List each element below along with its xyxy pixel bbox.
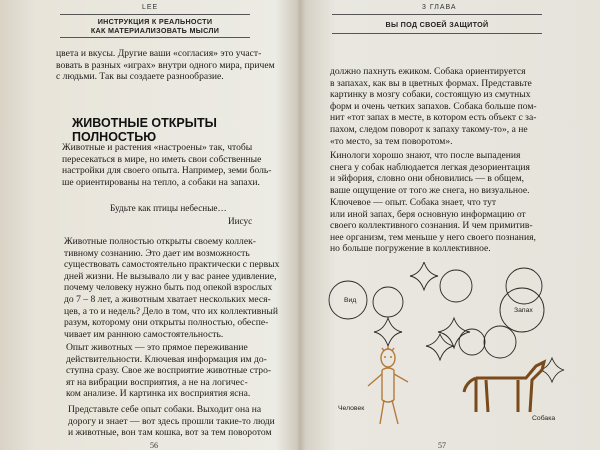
left-paragraph-1: [62, 142, 272, 188]
left-paragraph-4: [68, 404, 275, 439]
text-line: Опыт животных — это прямое переживание: [66, 342, 248, 353]
label-human: Человек: [338, 405, 365, 412]
text-line: с людьми. Так вы создаете разнообразие.: [56, 71, 224, 83]
text-line: но больше погружение в коллективное.: [330, 243, 491, 255]
shape-star: [426, 334, 454, 360]
text-line: и эйфория, словно они обновились — в общем,: [330, 173, 525, 185]
right-paragraph-3: [330, 197, 536, 255]
right-paragraph-1: [330, 66, 537, 147]
left-intro-paragraph: [56, 48, 275, 83]
dog-figure: [464, 362, 544, 412]
right-paragraph-2: [330, 150, 530, 196]
text-line: своего коллективного сознания. И чем примитив-: [330, 220, 533, 232]
text-line: форм и очень четких запахов. Собака больше пом-: [330, 100, 537, 112]
text-line: Кинологи хорошо знают, что после выпадения: [330, 150, 521, 161]
left-running-title-line: ИНСТРУКЦИЯ К РЕАЛЬНОСТИ: [97, 17, 213, 26]
text-line: существовать самостоятельно практически с первых: [64, 259, 280, 271]
text-line: и животные, вон там кошка, вот за тем поворотом: [68, 427, 272, 439]
text-line: картинку в мозгу собаки, состоящую из смутных: [330, 89, 531, 101]
text-line: Животные полностью открыты своему коллек-: [64, 236, 256, 247]
label-smell: Запах: [514, 307, 533, 314]
label-dog: Собака: [532, 415, 556, 422]
left-running-title: [50, 17, 260, 35]
perception-figure: [304, 262, 600, 442]
text-line: Животные и растения «настроены» так, чтобы: [62, 142, 253, 153]
text-line: цев, а то и недель? Дело в том, что их коллективный: [64, 305, 278, 317]
text-line: пересекаться в мире, но иметь свои собственные: [62, 153, 262, 165]
shape-circle: [459, 329, 485, 355]
shape-circle: [506, 268, 542, 304]
text-line: снега у собак наблюдается легкая дезориентация: [330, 161, 530, 173]
text-line: «то место, за тем поворотом».: [330, 135, 453, 147]
section-heading: ЖИВОТНЫЕ ОТКРЫТЫ ПОЛНОСТЬЮ: [72, 116, 217, 144]
left-header-rule: [60, 37, 250, 38]
shape-circle: [484, 326, 516, 358]
text-line: ят на вибрации восприятия, а не на логичес-: [66, 376, 248, 388]
text-line: ступна сразу. Свое же восприятие животные стро-: [66, 365, 272, 377]
text-line: должно пахнуть ежиком. Собака ориентируется: [330, 66, 526, 77]
right-page: [304, 0, 600, 450]
epigraph-author: Иисус: [228, 216, 253, 226]
left-paragraph-3: [66, 342, 271, 400]
text-line: нит «тот запах в месте, в котором есть объект с за-: [330, 112, 537, 124]
label-vision: Вид: [344, 297, 357, 304]
right-running-title: ВЫ ПОД СВОЕЙ ЗАЩИТОЙ: [385, 20, 489, 29]
text-line: почему человеку нужно быть под опекой взрослых: [64, 282, 273, 294]
epigraph: Будьте как птицы небесные…: [110, 203, 227, 213]
text-line: Представьте себе опыт собаки. Выходит она на: [68, 404, 262, 415]
left-paragraph-2: [64, 236, 279, 340]
text-line: разум, которому они открыты полностью, обеспе-: [64, 317, 269, 329]
text-line: дней жизни. Не вызывало ли у вас ранее удивление,: [64, 270, 277, 282]
right-running-head: 3 ГЛАВА: [422, 4, 457, 11]
right-page-number: 57: [438, 441, 446, 450]
text-line: ше ориентированы на тепло, а собаки на запахи.: [62, 176, 260, 188]
text-line: в запахах, как вы в цветных формах. Представьте: [330, 77, 532, 89]
shape-star: [438, 318, 470, 348]
shape-star: [374, 318, 402, 346]
text-line: чивает им раннюю самостоятельность.: [64, 328, 224, 340]
text-line: ком анализе. И картинка их восприятия ясна.: [66, 388, 251, 400]
shape-circle: [440, 270, 472, 302]
shape-star: [410, 262, 438, 290]
text-line: действительности. Ключевая информация им до-: [66, 353, 267, 365]
text-line: вовать в разных «играх» внутри одного мира, причем: [56, 59, 275, 71]
shape-circle: [373, 287, 403, 317]
left-running-head: LEE: [142, 4, 159, 11]
text-line: дорогу и знает — вот здесь прошли такие-то люди: [68, 415, 275, 427]
left-running-title-line: КАК МАТЕРИАЛИЗОВАТЬ МЫСЛИ: [90, 26, 220, 35]
human-figure: [368, 346, 408, 424]
text-line: настройки для своего опыта. Например, земи боль-: [62, 165, 272, 177]
right-header-rule: [332, 14, 542, 15]
text-line: тивному сознанию. Это дает им возможность: [64, 247, 250, 259]
left-page-number: 56: [150, 441, 158, 450]
text-line: до 7 – 8 лет, а животным хватает нескольких меся-: [64, 293, 271, 305]
text-line: Ключевое — опыт. Собака знает, что тут: [330, 197, 497, 208]
right-header-rule: [332, 33, 542, 34]
text-line: цвета и вкусы. Другие ваши «согласия» это участ-: [56, 48, 262, 59]
text-line: ваше ощущение от того же снега, но визуальное.: [330, 184, 530, 196]
text-line: пахом, следом поворот к запаху такому-то», а не: [330, 123, 528, 135]
text-line: или иной запах, беря основную информацию от: [330, 208, 526, 220]
left-header-rule: [60, 14, 250, 15]
left-page: [0, 0, 296, 450]
text-line: нее организм, тем меньше у него своего познания,: [330, 231, 536, 243]
